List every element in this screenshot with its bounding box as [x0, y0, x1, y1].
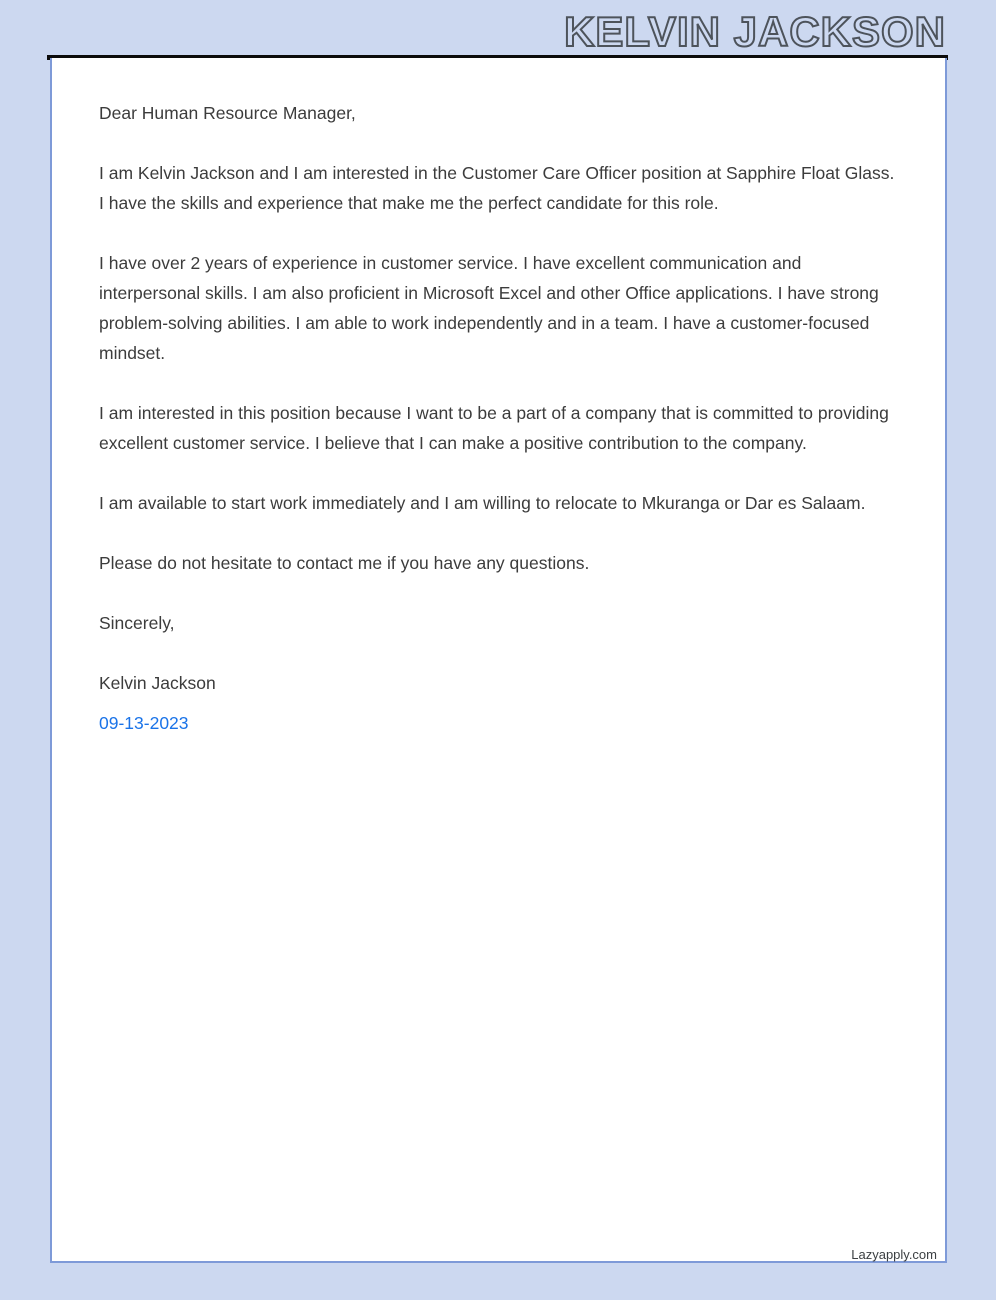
letter-page: [50, 58, 947, 1263]
header-name: KELVIN JACKSON: [564, 8, 946, 55]
date-line: [99, 708, 898, 738]
paragraph-intro: I am Kelvin Jackson and I am interested in the Customer Care Officer position at Sapphire Float Glass. I have the skills and experience that make me the perfect candidate for this role.: [99, 163, 895, 213]
paragraph-availability: I am available to start work immediately and I am willing to relocate to Mkuranga or Dar es Salaam.: [99, 493, 866, 513]
paragraph-contact: Please do not hesitate to contact me if you have any questions.: [99, 553, 590, 573]
watermark: Lazyapply.com: [851, 1247, 937, 1262]
closing: Sincerely,: [99, 613, 175, 633]
date-link[interactable]: 09-13-2023: [99, 713, 189, 733]
paragraph-motivation: I am interested in this position because I want to be a part of a company that is committed to providing excellent customer service. I believe that I can make a positive contribution to the company.: [99, 403, 889, 453]
signature-name: Kelvin Jackson: [99, 673, 216, 693]
salutation: Dear Human Resource Manager,: [99, 103, 356, 123]
paragraph-skills: I have over 2 years of experience in customer service. I have excellent communication and interpersonal skills. I am also proficient in Microsoft Excel and other Office applications. I have strong problem-solving abilities. I am able to work independently and in a team. I have a customer-focused mindset.: [99, 253, 879, 363]
